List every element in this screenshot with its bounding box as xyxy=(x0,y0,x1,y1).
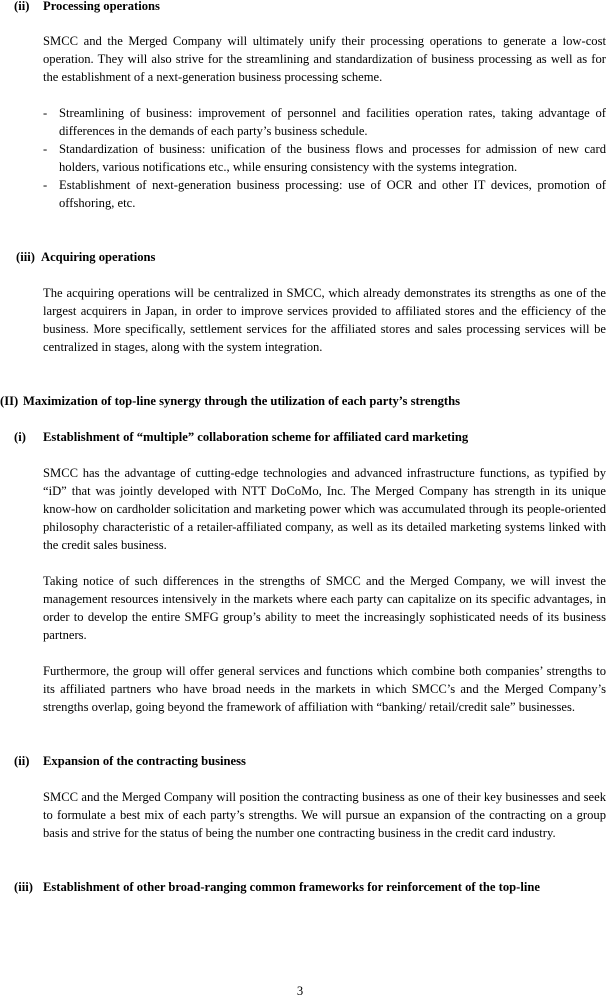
bullet-text: Standardization of business: unification of the business flows and processes for admission of new card holders, various notifications etc., while ensuring consistency with the systems integration. xyxy=(59,142,606,174)
paragraph-multiple-3: Furthermore, the group will offer general services and functions which combine both companies’ strengths to its affiliated partners who have broad needs in the markets in which SMCC’s and the Merged Company’s strengths overlap, going beyond the framework of affiliation with “banking/ retail/credit sale” businesses. xyxy=(43,664,606,714)
bullet-text: Establishment of next-generation business processing: use of OCR and other IT devices, promotion of offshoring, etc. xyxy=(59,178,606,210)
section-number: (II) xyxy=(0,394,19,408)
section-number: (i) xyxy=(14,430,26,444)
page-number: 3 xyxy=(296,984,304,998)
bullet-item xyxy=(43,140,606,176)
dash-marker: - xyxy=(43,142,48,156)
bullet-text: Streamlining of business: improvement of personnel and facilities operation rates, taking advantage of differences in the demands of each party’s business schedule. xyxy=(59,106,606,138)
paragraph-multiple-2: Taking notice of such differences in the strengths of SMCC and the Merged Company, we will invest the management resources intensively in the markets where each party can capitalize on its specific advantages, in order to develop the entire SMFG group’s ability to meet the increasingly sophisticated needs of its business partners. xyxy=(43,574,606,642)
section-number: (ii) xyxy=(14,0,30,13)
section-heading-acquiring xyxy=(16,248,155,266)
section-heading-processing xyxy=(14,0,160,15)
section-title: Acquiring operations xyxy=(41,250,156,264)
paragraph-acquiring: The acquiring operations will be centralized in SMCC, which already demonstrates its strengths as one of the largest acquirers in Japan, in order to improve services provided to affiliated stores and the efficiency of the business. More specifically, settlement services for the affiliated stores and sales processing services will be centralized in stages, along with the system integration. xyxy=(43,286,606,354)
dash-marker: - xyxy=(43,178,48,192)
bullet-item xyxy=(43,176,606,212)
section-title: Expansion of the contracting business xyxy=(43,754,246,768)
section-number-frameworks: (iii) xyxy=(14,880,33,894)
section-heading-multiple xyxy=(14,428,468,446)
paragraph-contracting: SMCC and the Merged Company will position the contracting business as one of their key businesses and seek to formulate a best mix of each party’s strengths. We will pursue an expansion of the contracting on a group basis and strive for the status of being the number one contracting business in the credit card industry. xyxy=(43,790,606,840)
bullet-item xyxy=(43,104,606,140)
bullet-list-processing xyxy=(43,104,606,212)
section-title: Establishment of “multiple” collaboration scheme for affiliated card marketing xyxy=(43,430,469,444)
section-title: Processing operations xyxy=(43,0,160,13)
paragraph-processing: SMCC and the Merged Company will ultimately unify their processing operations to generate a low-cost operation. They will also strive for the streamlining and standardization of business processing as well as for the establishment of a next-generation business processing scheme. xyxy=(43,34,606,84)
section-number: (ii) xyxy=(14,754,30,768)
dash-marker: - xyxy=(43,106,48,120)
section-heading-contracting xyxy=(14,752,246,770)
section-number: (iii) xyxy=(16,250,35,264)
section-heading-topline xyxy=(0,392,460,410)
section-title-frameworks: Establishment of other broad-ranging common frameworks for reinforcement of the top-line xyxy=(43,880,540,894)
paragraph-multiple-1: SMCC has the advantage of cutting-edge technologies and advanced infrastructure functions, as typified by “iD” that was jointly developed with NTT DoCoMo, Inc. The Merged Company has strength in its unique know-how on cardholder solicitation and marketing power which was accumulated through its people-oriented philosophy characteristic of a retailer-affiliated company, as well as its detailed marketing systems linked with the credit sales business. xyxy=(43,466,606,552)
section-title: Maximization of top-line synergy through the utilization of each party’s strengths xyxy=(23,394,461,408)
